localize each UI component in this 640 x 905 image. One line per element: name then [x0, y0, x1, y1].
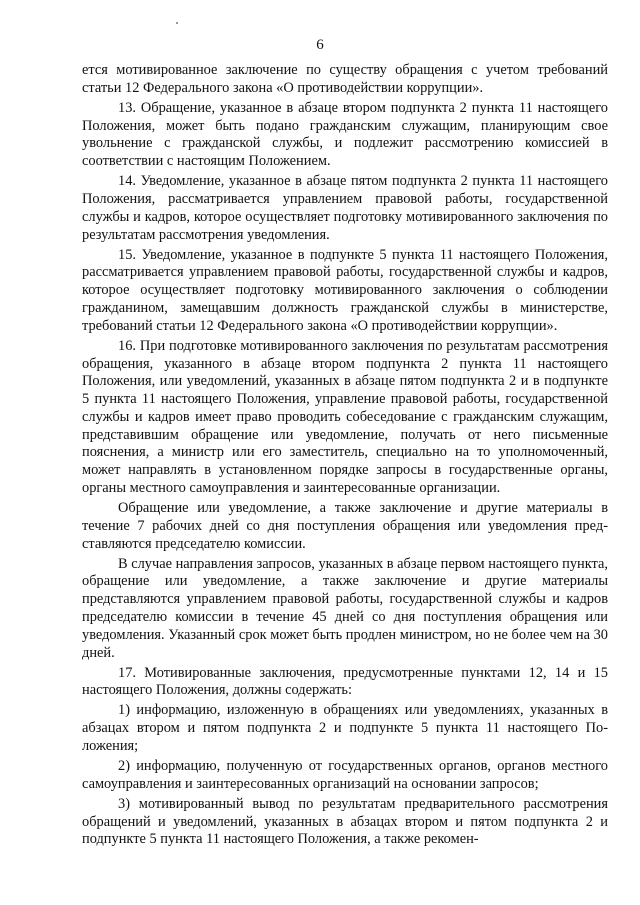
document-body — [82, 62, 608, 849]
paragraph-16-submission: Обращение или уведомление, а также заключение и другие материалы в течение 7 рабочих дней со дня поступления обращения или уведомления представляются председателю комиссии. — [82, 500, 608, 552]
scan-speck — [176, 22, 178, 24]
paragraph-17-item-2: 2) информацию, полученную от государственных органов, органов местного самоуправления и заинтересованных организаций на основании запросов; — [82, 757, 608, 792]
paragraph-16-requests: В случае направления запросов, указанных в абзаце первом настоящего пункта, обращение или уведомление, а также заключение и другие материалы представляются управлением правовой работы, государственной службы и кадров председателю комиссии в течение 45 дней со дня поступления обращения или уведомления. Указанный срок может быть продлен министром, но не более чем на 30 дней. — [82, 555, 608, 661]
paragraph-13: 13. Обращение, указанное в абзаце втором подпункта 2 пункта 11 настоящего Положения, может быть подано гражданским служащим, планирующим свое увольнение с гражданской службы, и подлежит рассмотрению комиссией в соответствии с настоящим Положением. — [82, 99, 608, 170]
paragraph-17-item-3: 3) мотивированный вывод по результатам предварительного рассмотрения обращений и уведомлений, указанных в абзацах втором и пятом подпункта 2 и подпункте 5 пункта 11 настоящего Положения, а также рекомен- — [82, 795, 608, 848]
paragraph-17-item-1: 1) информацию, изложенную в обращениях или уведомлениях, указанных в абзацах втором и пятом подпункта 2 и подпункте 5 пункта 11 настоящего Положения; — [82, 702, 608, 754]
paragraph-16: 16. При подготовке мотивированного заключения по результатам рассмотрения обращения, указанного в абзаце втором подпункта 2 пункта 11 настоящего Положения, или уведомлений, указанных в абзаце пятом подпункта 2 и в подпункте 5 пункта 11 настоящего Положения, управление правовой работы, государственной службы и кадров имеет право проводить собеседование с гражданским служащим, представившим обращение или уведомление, получать от него письменные пояснения, а министр или его заместитель, специально на то уполномоченный, может направлять в установленном порядке запросы в государственные органы, органы местного самоуправления и заинтересованные организации. — [82, 337, 608, 497]
paragraph-continuation: ется мотивированное заключение по существу обращения с учетом требований статьи 12 Федерального закона «О противодействии коррупции». — [82, 62, 608, 96]
page-number: 6 — [316, 37, 324, 53]
paragraph-14: 14. Уведомление, указанное в абзаце пятом подпункта 2 пункта 11 настоящего Положения, рассматривается управлением правовой работы, государственной службы и кадров, которое осуществляет подготовку мотивированного заключения по результатам рассмотрения уведомления. — [82, 173, 608, 243]
paragraph-15: 15. Уведомление, указанное в подпункте 5 пункта 11 настоящего Положения, рассматривается управлением правовой работы, государственной службы и кадров, которое осуществляет подготовку мотивированного заключения о соблюдении гражданином, замещавшим должность гражданской службы в министерстве, требований статьи 12 Федерального закона «О противодействии коррупции». — [82, 246, 608, 334]
paragraph-17: 17. Мотивированные заключения, предусмотренные пунктами 12, 14 и 15 настоящего Положения, должны содержать: — [82, 664, 608, 699]
